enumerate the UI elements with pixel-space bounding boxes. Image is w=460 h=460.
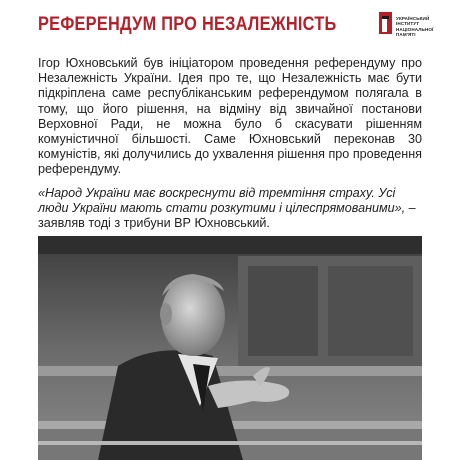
speaker-photo-image <box>38 236 422 460</box>
speaker-photo <box>38 236 422 460</box>
logo-text-line-4: ПАМ'ЯТІ <box>396 32 416 38</box>
article-paragraph: Ігор Юхновський був ініціатором проведення референдуму про Незалежність України. Ідея про те, що Незалежність має бути підкріплена саме республіканським референдумом полягала в тому, що його рішення, на відміну від звичайної постанови Верховної Ради, не можна було б скасувати рішенням комуністичної більшості. Саме Юхновський переконав 30 комуністів, які долучились до ухвалення рішення про проведення референдуму. <box>38 56 422 177</box>
quote-block <box>38 186 422 232</box>
logo-text-line-3: НАЦІОНАЛЬНОЇ <box>396 26 434 32</box>
institute-logo-icon <box>379 10 393 36</box>
logo-text-line-2: ІНСТИТУТ <box>396 21 420 27</box>
institute-logo <box>379 10 453 46</box>
logo-text-line-1: УКРАЇНСЬКИЙ <box>396 16 430 21</box>
quote-text: «Народ України має воскреснути від тремтіння страху. Усі люди України мають стати розкутими і цілеспрямованими», <box>38 186 406 216</box>
page-title: РЕФЕРЕНДУМ ПРО НЕЗАЛЕЖНІСТЬ <box>38 14 337 35</box>
quote-attribution: – заявляв тоді з трибуни ВР Юхновський. <box>38 201 416 231</box>
